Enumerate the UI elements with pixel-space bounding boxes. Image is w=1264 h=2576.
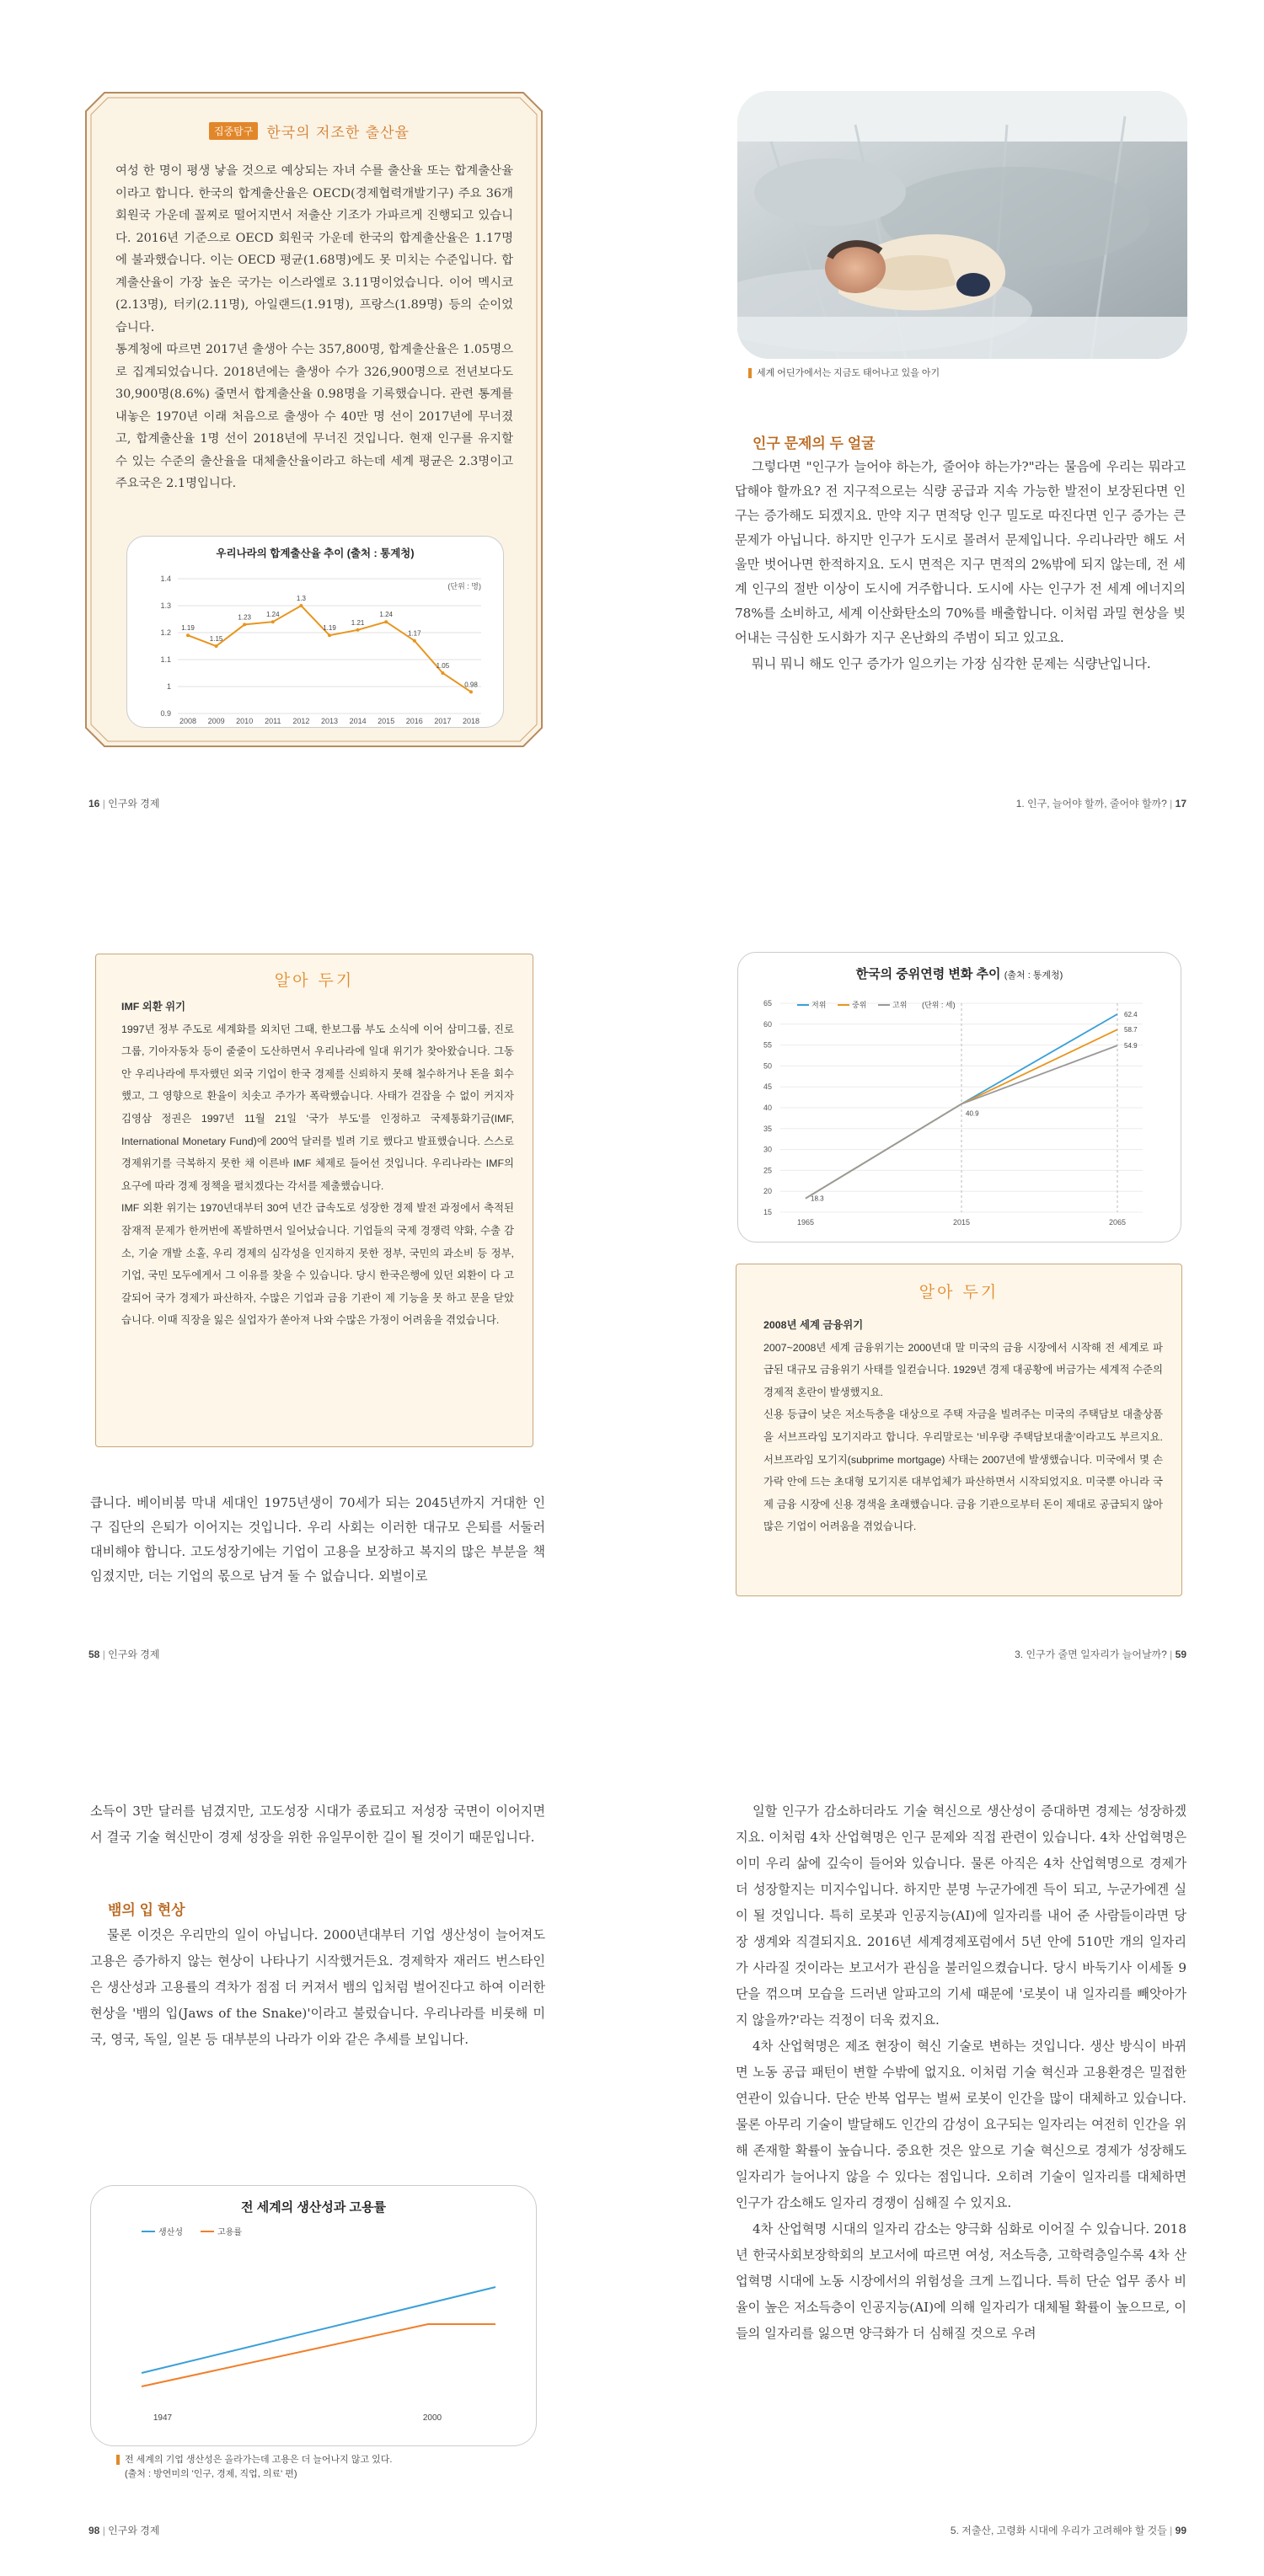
- page-16: 집중탐구 한국의 저조한 출산율 여성 한 명이 평생 낳을 것으로 예상되는 자녀 수를 출산율 또는 합계출산율이라고 합니다. 한국의 합계출산율은 OECD(경제협력개발기구) 주요 36개 회원국 가운데 꼴찌로 떨어지면서 저출산 기조가 가파르게 진행되고 있습니다. 2016년 기준으로 OECD 회원국 가운데 한국의 합계출산율은 1.17명에 불과했습니다. 이는 OECD 평균(1.68명)에도 못 미치는 수준입니다. 합계출산율이 가장 높은 국가는 이스라엘로 3.11명이었습니다. 이어 멕시코(2.13명), 터키(2.11명), 아일랜드(1.91명), 프랑스(1.89명) 등의 순이었습니다. 통계청에 따르면 2017년 출생아 수는 357,800명, 합계출산율은 1.05명으로 집계되었습니다. 2018년에는 출생아 수가 326,900명으로 전년보다도 30,900명(8.6%) 줄면서 합계출산율 0.98명을 기록했습니다. 관련 통계를 내놓은 1970년 이래 처음으로 출생아 수 40만 명 선이 2017년에 무너졌고, 합계출산율 1명 선이 2018년에 무너진 것입니다. 현재 인구를 유지할 수 있는 수준의 출산율을 대체출산율이라고 하는데 세계 평균은 2.3명이고 주요국은 2.1명입니다. 우리나라의 합계출산율 추이 (출처 : 통계청) 0.9 1 1.1 1.2 1.3 1.4 (단위 : 명) 2008 2009 2010 2011 2012 2013 2014 2015 2016 2017 2018 1.19 1.15 1.23 1.24 1.3 1.19 1.21 1.24 1.17 1.05 0.98 16 | 인구와 경제: [0, 0, 632, 851]
- y-tick-label: 0.9: [160, 709, 171, 718]
- page-number-17: 17: [1175, 798, 1186, 810]
- p98-intro: 소득이 3만 달러를 넘겼지만, 고도성장 시대가 종료되고 저성장 국면이 이어지면서 결국 기술 혁신만이 경제 성장을 위한 유일무이한 길이 될 것이기 때문입니다.: [90, 1804, 545, 1845]
- y-tick-label: 30: [763, 1145, 772, 1154]
- median-age-chart-title: 한국의 중위연령 변화 추이: [855, 967, 1001, 981]
- data-label: 1.3: [296, 595, 306, 602]
- y-tick-label: 1.3: [160, 601, 171, 610]
- x-tick-label: 2008: [179, 717, 197, 725]
- x-tick-label: 2012: [292, 717, 310, 725]
- focus-title: 한국의 저조한 출산율: [266, 125, 410, 142]
- page-number-59: 59: [1175, 1649, 1186, 1660]
- birthrate-chart-title: 우리나라의 합계출산율 추이 (출처 : 통계청): [216, 548, 415, 559]
- series-line-productivity: [142, 2287, 495, 2373]
- x-tick-label: 2000: [422, 2413, 442, 2423]
- y-tick-label: 40: [763, 1104, 772, 1112]
- legend-label: 생산성: [158, 2228, 183, 2237]
- data-label: 1.19: [323, 624, 336, 633]
- page-59: 한국의 중위연령 변화 추이 (출처 : 통계청) 15 20 25 30 35 40 45 50 55 60 65 1965 2015 2065 저위 중위 고위 (단위 : 세) 62.4 58.7 54.9 18.3 40.9 알아 두기 2008년 세계 금융위기 2007~2008년 세계 금융위기는 2000년대 말 미국의 금융 시장에서 시작해 전 세계로 파급된 대규모 금융위기 사태를 일컫습니다. 1929년 경제 대공황에 버금가는 세계적 수준의 경제적 혼란이 발생했지요. 신용 등급이 낮은 저소득층을 대상으로 주택 자금을 빌려주는 미국의 주택담보 대출상품을 서브프라임 모기지라고 합니다. 우리말로는 '비우량 주택담보대출'이라고도 부르지요. 서브프라임 모기지(subprime mortgage) 사태는 2007년에 발생했습니다. 미국에서 몇 손가락 안에 드는 초대형 모기지론 대부업체가 파산하면서 시작되었지요. 미국뿐 아니라 국제 금융 시장에 신용 경색을 초래했습니다. 금융 기관으로부터 돈이 제대로 공급되지 않아 많은 기업이 어려움을 겪었습니다. 3. 인구가 줄면 일자리가 늘어날까? | 59: [632, 851, 1264, 1702]
- focus-tag: 집중탐구: [209, 122, 258, 140]
- page-99: 일할 인구가 감소하더라도 기술 혁신으로 생산성이 증대하면 경제는 성장하겠지요. 이처럼 4차 산업혁명은 인구 문제와 직접 관련이 있습니다. 4차 산업혁명은 이미 우리 삶에 깊숙이 들어와 있습니다. 물론 아직은 4차 산업혁명으로 경제가 더 성장할지는 미지수입니다. 하지만 분명 누군가에겐 득이 되고, 누군가에겐 실이 될 것입니다. 특히 로봇과 인공지능(AI)에 일자리를 내어 준 사람들이라면 당장 생계와 직결되지요. 2016년 세계경제포럼에서 5년 안에 510만 개의 일자리가 사라질 것이라는 보고서가 관심을 불러일으켰습니다. 당시 바둑기사 이세돌 9단을 꺾으며 모습을 드러낸 알파고의 기세 때문에 '로봇이 내 일자리를 빼앗아가지 않을까?'라는 걱정이 더욱 컸지요. 4차 산업혁명은 제조 현장이 혁신 기술로 변하는 것입니다. 생산 방식이 바뀌면 노동 공급 패턴이 변할 수밖에 없지요. 이처럼 기술 혁신과 고용환경은 밀접한 연관이 있습니다. 단순 반복 업무는 벌써 로봇이 인간을 많이 대체하고 있습니다. 물론 아무리 기술이 발달해도 인간의 감성이 요구되는 일자리는 여전히 인간을 위해 존재할 확률이 높습니다. 중요한 것은 앞으로 기술 혁신으로 경제가 성장해도 일자리가 늘어나지 않을 수 있다는 점입니다. 오히려 기술이 일자리를 대체하면 인구가 감소해도 일자리 경쟁이 심해질 수 있지요. 4차 산업혁명 시대의 일자리 감소는 양극화 심화로 이어질 수 있습니다. 2018년 한국사회보장학회의 보고서에 따르면 여성, 저소득층, 고학력층일수록 4차 산업혁명 시대에 노동 시장에서의 위험성을 크게 느낍니다. 특히 단순 업무 종사 비율이 높은 저소득층이 인공지능(AI)에 의해 일자리가 대체될 확률이 높으므로, 이들의 일자리를 잃으면 양극화가 더 심해질 것으로 우려 5. 저출산, 고령화 시대에 우리가 고려해야 할 것들 | 99: [632, 1702, 1264, 2576]
- data-point: [271, 620, 275, 623]
- y-tick-label: 1.4: [160, 575, 171, 583]
- series-line-employment: [142, 2324, 495, 2386]
- p99-para-1: 일할 인구가 감소하더라도 기술 혁신으로 생산성이 증대하면 경제는 성장하겠지요. 이처럼 4차 산업혁명은 인구 문제와 직접 관련이 있습니다. 4차 산업혁명은 이미 우리 삶에 깊숙이 들어와 있습니다. 물론 아직은 4차 산업혁명으로 경제가 더 성장할지는 미지수입니다. 하지만 분명 누군가에겐 득이 되고, 누군가에겐 실이 될 것입니다. 특히 로봇과 인공지능(AI)에 일자리를 내어 준 사람들이라면 당장 생계와 직결되지요. 2016년 세계경제포럼에서 5년 안에 510만 개의 일자리가 사라질 것이라는 보고서가 관심을 불러일으켰습니다. 당시 바둑기사 이세돌 9단을 꺾으며 모습을 드러낸 알파고의 기세 때문에 '로봇이 내 일자리를 빼앗아가지 않을까?'라는 걱정이 더욱 컸지요.: [736, 1804, 1186, 2028]
- crisis-box-title: 알아 두기: [919, 1283, 999, 1301]
- page-number-98: 98: [88, 2525, 100, 2536]
- data-point: [299, 604, 303, 607]
- y-tick-label: 35: [763, 1124, 772, 1133]
- median-age-chart-source: (출처 : 통계청): [1004, 970, 1063, 981]
- page-number-99: 99: [1175, 2525, 1186, 2536]
- legend-label: 저위: [811, 1001, 827, 1009]
- p17-para-2: 뭐니 뭐니 해도 인구 증가가 일으키는 가장 심각한 문제는 식량난입니다.: [752, 656, 1151, 671]
- p98-para: 물론 이것은 우리만의 일이 아닙니다. 2000년대부터 기업 생산성이 늘어져도 고용은 증가하지 않는 현상이 나타나기 시작했거든요. 경제학자 재러드 번스타인은 생산성과 고용률의 격차가 점점 더 커져서 뱀의 입처럼 벌어진다고 하여 이러한 현상을 '뱀의 입(Jaws of the Snake)'이라고 불렀습니다. 우리나라를 비롯해 미국, 영국, 독일, 일본 등 대부분의 나라가 이와 같은 추세를 보입니다.: [90, 1927, 545, 2047]
- focus-para-1: 여성 한 명이 평생 낳을 것으로 예상되는 자녀 수를 출산율 또는 합계출산율이라고 합니다. 한국의 합계출산율은 OECD(경제협력개발기구) 주요 36개 회원국 가운데 꼴찌로 떨어지면서 저출산 기조가 가파르게 진행되고 있습니다. 2016년 기준으로 OECD 회원국 가운데 한국의 합계출산율은 1.17명에 불과했습니다. 이는 OECD 평균(1.68명)에도 못 미치는 수준입니다. 합계출산율이 가장 높은 국가는 이스라엘로 3.11명이었습니다. 이어 멕시코(2.13명), 터키(2.11명), 아일랜드(1.91명), 프랑스(1.89명) 등의 순이었습니다.: [115, 164, 513, 334]
- x-tick-label: 2017: [434, 717, 452, 725]
- data-point: [186, 633, 190, 637]
- data-label: 0.98: [464, 681, 478, 689]
- footer-book-title-98: 인구와 경제: [108, 2525, 160, 2536]
- y-tick-label: 1.1: [160, 655, 171, 664]
- x-tick-label: 2013: [320, 717, 339, 725]
- footer-book-title: 인구와 경제: [108, 798, 160, 810]
- page-17: 세계 어딘가에서는 지금도 태어나고 있을 아기 인구 문제의 두 얼굴 그렇다면 "인구가 늘어야 하는가, 줄어야 하는가?"라는 물음에 우리는 뭐라고 답해야 할까요? 전 지구적으로는 식량 공급과 지속 가능한 발전이 보장된다면 인구는 증가해도 되겠지요. 만약 지구 면적당 인구 밀도로 따진다면 인구 증가는 큰 문제가 아닙니다. 하지만 인구가 도시로 몰려서 문제입니다. 우리나라만 해도 서울만 벗어나면 한적하지요. 도시 면적은 지구 면적의 2%밖에 되지 않는데, 전 세계 인구의 절반 이상이 도시에 거주합니다. 도시에 사는 인구가 전 세계 에너지의 78%를 소비하고, 세계 이산화탄소의 70%를 배출합니다. 이처럼 과밀 현상을 빚어내는 극심한 도시화가 지구 온난화의 주범이 되고 있고요. 뭐니 뭐니 해도 인구 증가가 일으키는 가장 심각한 문제는 식량난입니다. 1. 인구, 늘어야 할까, 줄어야 할까? | 17: [632, 0, 1264, 851]
- footer-chapter-3: 3. 인구가 줄면 일자리가 늘어날까?: [1015, 1649, 1167, 1660]
- footer-chapter-5: 5. 저출산, 고령화 시대에 우리가 고려해야 할 것들: [950, 2525, 1167, 2536]
- x-tick-label: 2015: [378, 717, 395, 725]
- data-label: 1.23: [238, 613, 251, 622]
- x-tick-label: 2065: [1108, 1218, 1127, 1227]
- data-label: 1.05: [436, 662, 450, 670]
- crisis-para-2: 신용 등급이 낮은 저소득층을 대상으로 주택 자금을 빌려주는 미국의 주택담보 대출상품을 서브프라임 모기지라고 합니다. 우리말로는 '비우량 주택담보대출'이라고도 부르지요. 서브프라임 모기지(subprime mortgage) 사태는 2007년에 발생했습니다. 미국에서 몇 손가락 안에 드는 초대형 모기지론 대부업체가 파산하면서 시작되었지요. 미국뿐 아니라 국제 금융 시장에 신용 경색을 초래했습니다. 금융 기관으로부터 돈이 제대로 공급되지 않아 많은 기업이 어려움을 겪었습니다.: [763, 1408, 1163, 1533]
- data-point: [215, 644, 218, 648]
- x-tick-label: 2016: [405, 717, 423, 725]
- productivity-caption: 전 세계의 기업 생산성은 올라가는데 고용은 더 늘어나지 않고 있다.: [125, 2455, 393, 2465]
- y-tick-label: 1: [166, 682, 171, 691]
- y-tick-label: 45: [763, 1082, 772, 1092]
- y-tick-label: 65: [763, 999, 772, 1007]
- data-point: [413, 639, 416, 643]
- data-label: 1.15: [209, 635, 223, 643]
- x-tick-label: 1965: [796, 1218, 815, 1227]
- footer-chapter-1: 1. 인구, 늘어야 할까, 줄어야 할까?: [1015, 798, 1167, 810]
- imf-info-box: [95, 954, 533, 1447]
- legend-label: 고용률: [217, 2228, 242, 2237]
- end-value-label: 62.4: [1124, 1010, 1138, 1018]
- unit-label: (단위 : 명): [447, 582, 481, 591]
- data-point: [441, 671, 444, 675]
- y-tick-label: 20: [763, 1187, 772, 1196]
- y-tick-label: 15: [763, 1208, 772, 1216]
- page-58: 알아 두기 IMF 외환 위기 1997년 정부 주도로 세계화를 외치던 그때, 한보그룹 부도 소식에 이어 삼미그룹, 진로그룹, 기아자동차 등이 줄줄이 도산하면서 우리나라에 일대 위기가 찾아왔습니다. 그동안 우리나라에 투자했던 외국 기업이 한국 경제를 신뢰하지 못해 철수하거나 돈을 회수했고, 그 영향으로 환율이 치솟고 주가가 폭락했습니다. 사태가 걷잡을 수 없이 커지자 김영삼 정권은 1997년 11월 21일 '국가 부도'를 인정하고 국제통화기금(IMF, International Monetary Fund)에 200억 달러를 빌려 기로 했다고 발표했습니다. 스스로 경제위기를 극복하지 못한 채 이른바 IMF 체제로 들어선 것입니다. 우리나라는 IMF의 요구에 따라 경제 정책을 펼치겠다는 각서를 제출했습니다. IMF 외환 위기는 1970년대부터 30여 년간 급속도로 성장한 경제 발전 과정에서 축적된 잠재적 문제가 한꺼번에 폭발하면서 일어났습니다. 기업들의 국제 경쟁력 약화, 수출 감소, 기술 개발 소홀, 우리 경제의 심각성을 인지하지 못한 정부, 국민의 과소비 등 정부, 기업, 국민 모두에게서 그 이유를 찾을 수 있습니다. 당시 한국은행에 있던 외환이 다 고갈되어 국가 경제가 파산하자, 수많은 기업과 금융 기관이 제 기능을 못 하고 문을 닫았습니다. 이때 직장을 잃은 실업자가 쏟아져 나와 수많은 가정이 어려움을 겪었습니다. 큽니다. 베이비붐 막내 세대인 1975년생이 70세가 되는 2045년까지 거대한 인구 집단의 은퇴가 이어지는 것입니다. 우리 사회는 이러한 대규모 은퇴를 서둘러 대비해야 합니다. 고도성장기에는 기업이 고용을 보장하고 복지의 많은 부분을 책임졌지만, 더는 기업의 몫으로 남겨 둘 수 없습니다. 외벌이로 58 | 인구와 경제: [0, 851, 632, 1702]
- baby-photo: [737, 91, 1187, 359]
- page-98: 소득이 3만 달러를 넘겼지만, 고도성장 시대가 종료되고 저성장 국면이 이어지면서 결국 기술 혁신만이 경제 성장을 위한 유일무이한 길이 될 것이기 때문입니다. 뱀의 입 현상 물론 이것은 우리만의 일이 아닙니다. 2000년대부터 기업 생산성이 늘어져도 고용은 증가하지 않는 현상이 나타나기 시작했거든요. 경제학자 재러드 번스타인은 생산성과 고용률의 격차가 점점 더 커져서 뱀의 입처럼 벌어진다고 하여 이러한 현상을 '뱀의 입(Jaws of the Snake)'이라고 불렀습니다. 우리나라를 비롯해 미국, 영국, 독일, 일본 등 대부분의 나라가 이와 같은 추세를 보입니다. 전 세계의 생산성과 고용률 생산성 고용률 1947 2000 전 세계의 기업 생산성은 올라가는데 고용은 더 늘어나지 않고 있다. (출처 : 방연미의 '인구, 경제, 직업, 의료' 편) 98 | 인구와 경제: [0, 1702, 632, 2576]
- p99-para-3: 4차 산업혁명 시대의 일자리 감소는 양극화 심화로 이어질 수 있습니다. 2018년 한국사회보장학회의 보고서에 따르면 여성, 저소득층, 고학력층일수록 4차 산업혁명 시대에 노동 시장에서의 위험성을 크게 느낍니다. 특히 단순 업무 종사 비율이 높은 저소득층이 인공지능(AI)에 의해 일자리가 대체될 확률이 높으므로, 이들의 일자리를 잃으면 양극화가 더 심해질 것으로 우려: [736, 2221, 1186, 2341]
- start-value-label: 18.3: [811, 1194, 824, 1203]
- imf-para-2: IMF 외환 위기는 1970년대부터 30여 년간 급속도로 성장한 경제 발전 과정에서 축적된 잠재적 문제가 한꺼번에 폭발하면서 일어났습니다. 기업들의 국제 경쟁력 약화, 수출 감소, 기술 개발 소홀, 우리 경제의 심각성을 인지하지 못한 정부, 국민의 과소비 등 정부, 기업, 국민 모두에게서 그 이유를 찾을 수 있습니다. 당시 한국은행에 있던 외환이 다 고갈되어 국가 경제가 파산하자, 수많은 기업과 금융 기관이 제 기능을 못 하고 문을 닫았습니다. 이때 직장을 잃은 실업자가 쏟아져 나와 수많은 가정이 어려움을 겪었습니다.: [121, 1202, 514, 1327]
- legend-label: 중위: [852, 1001, 867, 1009]
- footer-book-title-58: 인구와 경제: [108, 1649, 160, 1660]
- section-heading-snake: 뱀의 입 현상: [108, 1902, 185, 1918]
- p58-bottom-text: 큽니다. 베이비붐 막내 세대인 1975년생이 70세가 되는 2045년까지 거대한 인구 집단의 은퇴가 이어지는 것입니다. 우리 사회는 이러한 대규모 은퇴를 서둘러 대비해야 합니다. 고도성장기에는 기업이 고용을 보장하고 복지의 많은 부분을 책임졌지만, 더는 기업의 몫으로 남겨 둘 수 없습니다. 외벌이로: [90, 1495, 545, 1584]
- data-label: 1.21: [351, 618, 365, 627]
- x-tick-label: 2010: [236, 717, 254, 725]
- imf-box-title: 알아 두기: [274, 971, 355, 990]
- photo-caption: 세계 어딘가에서는 지금도 태어나고 있을 아기: [757, 368, 940, 378]
- x-tick-label: 2014: [349, 717, 367, 725]
- x-tick-label: 2009: [207, 717, 225, 725]
- imf-para-1: 1997년 정부 주도로 세계화를 외치던 그때, 한보그룹 부도 소식에 이어 삼미그룹, 진로그룹, 기아자동차 등이 줄줄이 도산하면서 우리나라에 일대 위기가 찾아왔습니다. 그동안 우리나라에 투자했던 외국 기업이 한국 경제를 신뢰하지 못해 철수하거나 돈을 회수했고, 그 영향으로 환율이 치솟고 주가가 폭락했습니다. 사태가 걷잡을 수 없이 커지자 김영삼 정권은 1997년 11월 21일 '국가 부도'를 인정하고 국제통화기금(IMF, International Monetary Fund)에 200억 달러를 빌려 기로 했다고 발표했습니다. 스스로 경제위기를 극복하지 못한 채 이른바 IMF 체제로 들어선 것입니다. 우리나라는 IMF의 요구에 따라 경제 정책을 펼치겠다는 각서를 제출했습니다.: [121, 1023, 514, 1192]
- mid-value-label: 40.9: [966, 1109, 979, 1118]
- productivity-caption-source: (출처 : 방연미의 '인구, 경제, 직업, 의료' 편): [125, 2469, 297, 2479]
- p17-para-1: 그렇다면 "인구가 늘어야 하는가, 줄어야 하는가?"라는 물음에 우리는 뭐라고 답해야 할까요? 전 지구적으로는 식량 공급과 지속 가능한 발전이 보장된다면 인구는 증가해도 되겠지요. 만약 지구 면적당 인구 밀도로 따진다면 인구 증가는 큰 문제가 아닙니다. 하지만 인구가 도시로 몰려서 문제입니다. 우리나라만 해도 서울만 벗어나면 한적하지요. 도시 면적은 지구 면적의 2%밖에 되지 않는데, 전 세계 인구의 절반 이상이 도시에 거주합니다. 도시에 사는 인구가 전 세계 에너지의 78%를 소비하고, 세계 이산화탄소의 70%를 배출합니다. 이처럼 과밀 현상을 빚어내는 극심한 도시화가 지구 온난화의 주범이 되고 있고요.: [735, 459, 1186, 645]
- crisis-para-1: 2007~2008년 세계 금융위기는 2000년대 말 미국의 금융 시장에서 시작해 전 세계로 파급된 대규모 금융위기 사태를 일컫습니다. 1929년 경제 대공황에 버금가는 세계적 수준의 경제적 혼란이 발생했지요.: [763, 1341, 1163, 1398]
- p99-para-2: 4차 산업혁명은 제조 현장이 혁신 기술로 변하는 것입니다. 생산 방식이 바뀌면 노동 공급 패턴이 변할 수밖에 없지요. 이처럼 기술 혁신과 고용환경은 밀접한 연관이 있습니다. 단순 반복 업무는 벌써 로봇이 인간을 많이 대체하고 있습니다. 물론 아무리 기술이 발달해도 인간의 감성이 요구되는 일자리는 여전히 인간을 위해 존재할 확률이 높습니다. 중요한 것은 앞으로 기술 혁신으로 경제가 성장해도 일자리가 늘어나지 않을 수 있다는 점입니다. 오히려 기술이 일자리를 대체하면 인구가 감소해도 일자리 경쟁이 심해질 수 있지요.: [736, 2039, 1186, 2210]
- x-tick-label: 2018: [462, 717, 480, 725]
- y-tick-label: 50: [763, 1061, 772, 1071]
- data-point: [469, 690, 473, 693]
- imf-subtitle: IMF 외환 위기: [121, 1001, 186, 1013]
- crisis-info-box: [736, 1264, 1182, 1596]
- x-tick-label: 2011: [265, 717, 281, 725]
- y-tick-label: 60: [763, 1019, 772, 1029]
- page-number-58: 58: [88, 1649, 100, 1660]
- data-label: 1.24: [266, 611, 280, 619]
- data-point: [328, 633, 331, 637]
- section-heading-two-faces: 인구 문제의 두 얼굴: [753, 436, 876, 452]
- productivity-chart: [90, 2185, 537, 2446]
- legend-label: 고위: [892, 1001, 908, 1009]
- y-tick-label: 25: [763, 1166, 772, 1175]
- birthrate-chart: [126, 536, 504, 728]
- unit-label: (단위 : 세): [922, 1001, 956, 1009]
- productivity-chart-title: 전 세계의 생산성과 고용률: [241, 2200, 386, 2215]
- data-label: 1.19: [181, 624, 195, 633]
- end-value-label: 58.7: [1124, 1026, 1138, 1034]
- data-point: [356, 628, 360, 632]
- y-tick-label: 55: [763, 1040, 772, 1050]
- y-tick-label: 1.2: [160, 628, 171, 637]
- crisis-subtitle: 2008년 세계 금융위기: [763, 1319, 864, 1331]
- x-tick-label: 1947: [153, 2413, 173, 2423]
- data-label: 1.17: [408, 629, 421, 638]
- x-tick-label: 2015: [952, 1218, 971, 1227]
- data-point: [243, 623, 246, 626]
- birthrate-line: [188, 606, 471, 692]
- focus-para-2: 통계청에 따르면 2017년 출생아 수는 357,800명, 합계출산율은 1.05명으로 집계되었습니다. 2018년에는 출생아 수가 326,900명으로 전년보다도 30,900명(8.6%) 줄면서 합계출산율 0.98명을 기록했습니다. 관련 통계를 내놓은 1970년 이래 처음으로 출생아 수 40만 명 선이 2017년에 무너졌고, 합계출산율 1명 선이 2018년에 무너진 것입니다. 현재 인구를 유지할 수 있는 수준의 출산율을 대체출산율이라고 하는데 세계 평균은 2.3명이고 주요국은 2.1명입니다.: [115, 343, 513, 490]
- data-point: [384, 620, 388, 623]
- page-number-16: 16: [88, 798, 100, 810]
- data-label: 1.24: [379, 611, 393, 619]
- end-value-label: 54.9: [1124, 1042, 1138, 1050]
- median-age-chart: [737, 952, 1181, 1243]
